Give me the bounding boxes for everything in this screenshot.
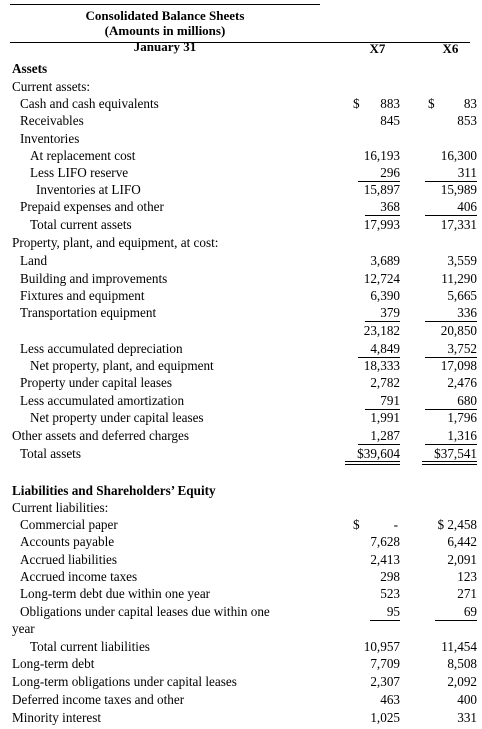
value-x6: 11,290 bbox=[441, 271, 477, 286]
value-x6: 5,665 bbox=[447, 288, 477, 303]
table-row bbox=[0, 585, 482, 602]
table-row bbox=[0, 427, 482, 444]
row-label: Less LIFO reserve bbox=[30, 165, 129, 180]
value-x7: 368 bbox=[380, 199, 400, 214]
table-row bbox=[0, 130, 482, 147]
row-label: Inventories bbox=[20, 131, 80, 146]
row-label: Accounts payable bbox=[20, 534, 115, 549]
table-row bbox=[0, 409, 482, 426]
table-row bbox=[0, 499, 482, 516]
value-x6: 83 bbox=[463, 96, 477, 111]
value-x7: 23,182 bbox=[363, 323, 400, 338]
table-row bbox=[0, 234, 482, 251]
table-row bbox=[0, 655, 482, 672]
row-label: Land bbox=[20, 253, 48, 268]
value-x6: 406 bbox=[457, 199, 477, 214]
table-row bbox=[0, 603, 482, 620]
section-heading: Liabilities and Shareholders’ Equity bbox=[12, 483, 216, 498]
row-label: Net property, plant, and equipment bbox=[30, 358, 214, 373]
value-x7: $39,604 bbox=[357, 446, 400, 461]
header-rule bbox=[10, 42, 470, 43]
value-x7: 1,287 bbox=[370, 428, 400, 443]
table-row bbox=[0, 374, 482, 391]
row-label: Building and improvements bbox=[20, 271, 168, 286]
dollar-sign-x6: $ bbox=[428, 96, 435, 111]
table-row bbox=[0, 287, 482, 304]
table-row bbox=[0, 78, 482, 95]
value-x7: 379 bbox=[380, 305, 400, 320]
value-x7: 17,993 bbox=[363, 217, 400, 232]
value-x7: 15,897 bbox=[363, 182, 400, 197]
value-x6: 311 bbox=[457, 165, 477, 180]
table-row bbox=[0, 620, 482, 637]
row-label: Deferred income taxes and other bbox=[12, 692, 185, 707]
value-x6: 3,559 bbox=[447, 253, 477, 268]
row-label: Commercial paper bbox=[20, 517, 118, 532]
value-x7: 10,957 bbox=[363, 639, 400, 654]
value-x7: 4,849 bbox=[370, 341, 400, 356]
value-x7: 12,724 bbox=[363, 271, 400, 286]
value-x7: 2,307 bbox=[370, 674, 400, 689]
value-x6: 16,300 bbox=[440, 148, 477, 163]
table-row bbox=[0, 638, 482, 655]
value-x6: 400 bbox=[457, 692, 477, 707]
row-label: Inventories at LIFO bbox=[36, 182, 141, 197]
row-label: Net property under capital leases bbox=[30, 410, 204, 425]
table-row bbox=[0, 516, 482, 533]
value-x7: 523 bbox=[380, 586, 400, 601]
row-label: Accrued liabilities bbox=[20, 552, 118, 567]
report-subtitle: (Amounts in millions) bbox=[104, 23, 226, 38]
value-x6: 123 bbox=[457, 569, 477, 584]
row-label: Cash and cash equivalents bbox=[20, 96, 159, 111]
table-row bbox=[0, 445, 482, 462]
table-row bbox=[0, 216, 482, 233]
value-x7: 2,782 bbox=[370, 375, 400, 390]
table-row bbox=[0, 357, 482, 374]
value-x6: 20,850 bbox=[440, 323, 477, 338]
table-row bbox=[0, 673, 482, 690]
table-row bbox=[0, 551, 482, 568]
table-row bbox=[0, 270, 482, 287]
row-label: Other assets and deferred charges bbox=[12, 428, 189, 443]
value-x6: 69 bbox=[463, 604, 477, 619]
row-label: Total current liabilities bbox=[30, 639, 150, 654]
value-x6: $37,541 bbox=[434, 446, 477, 461]
value-x6: 11,454 bbox=[441, 639, 477, 654]
value-x6: 1,316 bbox=[447, 428, 477, 443]
table-row bbox=[0, 60, 482, 77]
row-label: Current liabilities: bbox=[12, 500, 109, 515]
row-label: Transportation equipment bbox=[20, 305, 157, 320]
value-x6: 2,092 bbox=[447, 674, 477, 689]
table-row bbox=[0, 568, 482, 585]
value-x7: 463 bbox=[380, 692, 400, 707]
table-row bbox=[0, 181, 482, 198]
row-label: Fixtures and equipment bbox=[20, 288, 145, 303]
value-x7: 95 bbox=[386, 604, 400, 619]
value-x6: 15,989 bbox=[440, 182, 477, 197]
row-label: Property, plant, and equipment, at cost: bbox=[12, 235, 219, 250]
table-row bbox=[0, 164, 482, 181]
value-x7: 3,689 bbox=[370, 253, 400, 268]
row-label: Long-term debt bbox=[12, 656, 95, 671]
table-row bbox=[0, 322, 482, 339]
value-x6: 1,796 bbox=[447, 410, 477, 425]
table-row bbox=[0, 252, 482, 269]
period-label: January 31 bbox=[133, 39, 197, 54]
value-x7: 845 bbox=[380, 113, 400, 128]
value-x7: 1,025 bbox=[370, 710, 400, 725]
value-x6: 680 bbox=[457, 393, 477, 408]
value-x7: 18,333 bbox=[363, 358, 400, 373]
value-x7: 16,193 bbox=[363, 148, 400, 163]
row-label: Total current assets bbox=[30, 217, 132, 232]
value-x7: 298 bbox=[380, 569, 400, 584]
row-label: Accrued income taxes bbox=[20, 569, 138, 584]
top-rule bbox=[10, 4, 320, 5]
table-row bbox=[0, 340, 482, 357]
value-x7: 883 bbox=[380, 96, 400, 111]
table-row bbox=[0, 533, 482, 550]
row-label: Less accumulated amortization bbox=[20, 393, 185, 408]
row-label: Obligations under capital leases due within one bbox=[20, 604, 270, 619]
value-x7: 6,390 bbox=[370, 288, 400, 303]
value-x6: 6,442 bbox=[447, 534, 477, 549]
value-x7: 7,709 bbox=[370, 656, 400, 671]
value-x7: 791 bbox=[380, 393, 400, 408]
value-x7: 1,991 bbox=[370, 410, 400, 425]
value-x6: 336 bbox=[457, 305, 477, 320]
value-x6: $ 2,458 bbox=[437, 517, 477, 532]
row-label: Property under capital leases bbox=[20, 375, 172, 390]
value-x6: 8,508 bbox=[447, 656, 477, 671]
row-label: year bbox=[12, 621, 35, 636]
table-row bbox=[0, 709, 482, 726]
value-x7: 296 bbox=[380, 165, 400, 180]
row-label: Total assets bbox=[20, 446, 81, 461]
value-x7: 7,628 bbox=[370, 534, 400, 549]
table-row bbox=[0, 198, 482, 215]
dollar-sign-x7: $ bbox=[353, 96, 360, 111]
row-label: Receivables bbox=[20, 113, 84, 128]
row-label: At replacement cost bbox=[30, 148, 136, 163]
row-label: Less accumulated depreciation bbox=[20, 341, 183, 356]
value-x6: 3,752 bbox=[447, 341, 477, 356]
table-row bbox=[0, 112, 482, 129]
column-header-x6: X6 bbox=[442, 41, 459, 56]
row-label: Minority interest bbox=[12, 710, 102, 725]
table-row bbox=[0, 691, 482, 708]
section-heading: Assets bbox=[12, 61, 48, 76]
table-row bbox=[0, 463, 482, 480]
dollar-sign-x7: $ bbox=[353, 517, 360, 532]
value-x6: 17,331 bbox=[440, 217, 477, 232]
value-x7: 2,413 bbox=[370, 552, 400, 567]
value-x6: 271 bbox=[457, 586, 477, 601]
row-label: Prepaid expenses and other bbox=[20, 199, 164, 214]
row-label: Long-term debt due within one year bbox=[20, 586, 211, 601]
value-x6: 853 bbox=[457, 113, 477, 128]
row-label: Current assets: bbox=[12, 79, 91, 94]
value-x6: 17,098 bbox=[440, 358, 477, 373]
value-x6: 2,476 bbox=[447, 375, 477, 390]
table-row bbox=[0, 392, 482, 409]
report-title: Consolidated Balance Sheets bbox=[85, 8, 245, 23]
row-label: Long-term obligations under capital leases bbox=[12, 674, 237, 689]
value-x6: 331 bbox=[457, 710, 477, 725]
table-row bbox=[0, 147, 482, 164]
table-row bbox=[0, 482, 482, 499]
value-x6: 2,091 bbox=[447, 552, 477, 567]
table-row bbox=[0, 95, 482, 112]
value-x7: - bbox=[393, 517, 398, 532]
column-header-x7: X7 bbox=[369, 41, 386, 56]
table-row bbox=[0, 304, 482, 321]
